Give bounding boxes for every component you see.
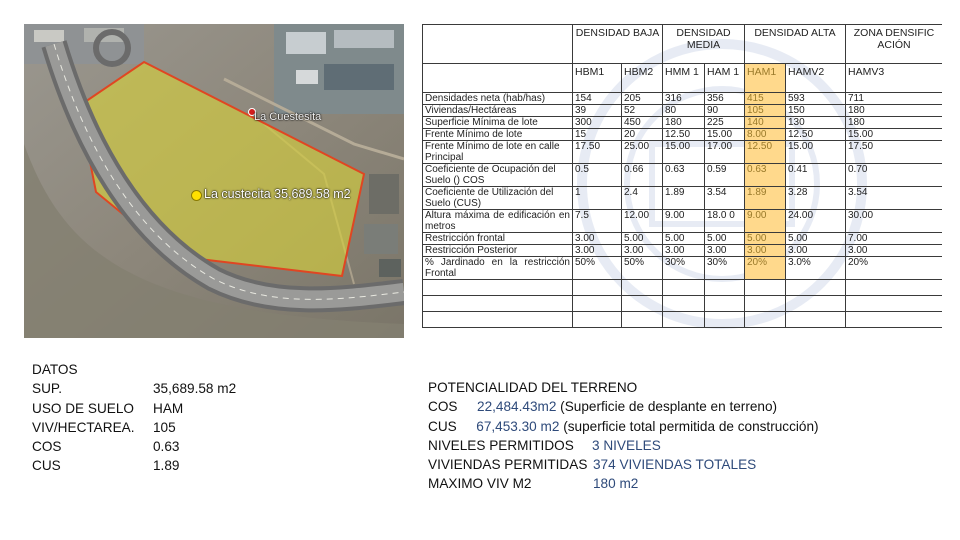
row-label-cell: Densidades neta (hab/has) <box>423 93 573 105</box>
potencial-cos-value: 22,484.43m2 <box>477 399 557 414</box>
group-header-cell: ZONA DENSIFIC ACIÓN <box>846 25 943 64</box>
potencial-title: POTENCIALIDAD DEL TERRENO <box>428 380 638 395</box>
table-cell: 5.00 <box>622 233 663 245</box>
empty-cell <box>663 296 705 312</box>
table-cell: 180 <box>846 117 943 129</box>
table-cell: 3.00 <box>846 245 943 257</box>
table-row <box>423 210 943 233</box>
table-cell: 205 <box>622 93 663 105</box>
datos-value: 0.63 <box>153 439 180 454</box>
table-cell: 3.00 <box>663 245 705 257</box>
empty-cell <box>622 296 663 312</box>
table-cell: 25.00 <box>622 141 663 164</box>
datos-value: HAM <box>153 401 184 416</box>
column-header-row <box>423 64 943 93</box>
table-cell: 20% <box>745 257 786 280</box>
empty-cell <box>622 280 663 296</box>
table-cell: 20% <box>846 257 943 280</box>
table-cell: 7.5 <box>573 210 622 233</box>
table-cell: 3.00 <box>705 245 745 257</box>
potencial-maximo-label: MAXIMO VIV M2 <box>428 476 532 491</box>
table-row <box>423 141 943 164</box>
table-cell: 9.00 <box>745 210 786 233</box>
table-cell: 5.00 <box>745 233 786 245</box>
table-cell: 5.00 <box>705 233 745 245</box>
density-table-panel <box>422 24 942 340</box>
potencial-niveles-label: NIVELES PERMITIDOS <box>428 438 574 453</box>
table-cell: 415 <box>745 93 786 105</box>
table-cell: 105 <box>745 105 786 117</box>
column-header-cell: HBM2 <box>622 64 663 93</box>
row-label-cell: % Jardinado en la restricción Frontal <box>423 257 573 280</box>
datos-label: USO DE SUELO <box>32 401 134 416</box>
table-cell: 17.00 <box>705 141 745 164</box>
table-cell: 300 <box>573 117 622 129</box>
table-cell: 0.41 <box>786 164 846 187</box>
table-cell: 1 <box>573 187 622 210</box>
datos-value: 35,689.58 m2 <box>153 381 237 396</box>
table-cell: 12.00 <box>622 210 663 233</box>
table-cell: 3.28 <box>786 187 846 210</box>
table-cell: 90 <box>705 105 745 117</box>
map-area-label: La custecita 35,689.58 m2 <box>204 187 351 201</box>
corner-cell <box>423 64 573 93</box>
table-cell: 80 <box>663 105 705 117</box>
empty-cell <box>846 296 943 312</box>
table-cell: 12.50 <box>663 129 705 141</box>
table-cell: 0.5 <box>573 164 622 187</box>
row-label-cell: Viviendas/Hectáreas <box>423 105 573 117</box>
table-cell: 1.89 <box>745 187 786 210</box>
table-cell: 180 <box>663 117 705 129</box>
potencial-cos-line <box>428 399 777 414</box>
table-cell: 0.63 <box>745 164 786 187</box>
satellite-map <box>24 24 404 338</box>
table-cell: 52 <box>622 105 663 117</box>
empty-table-row <box>423 280 943 296</box>
table-cell: 15 <box>573 129 622 141</box>
table-cell: 5.00 <box>786 233 846 245</box>
datos-label: SUP. <box>32 381 62 396</box>
table-row <box>423 129 943 141</box>
empty-table-row <box>423 312 943 328</box>
empty-cell <box>663 312 705 328</box>
potencial-viviendas-label: VIVIENDAS PERMITIDAS <box>428 457 588 472</box>
table-cell: 7.00 <box>846 233 943 245</box>
table-cell: 3.00 <box>573 233 622 245</box>
row-label-cell: Restricción frontal <box>423 233 573 245</box>
table-row <box>423 257 943 280</box>
empty-cell <box>846 280 943 296</box>
table-cell: 180 <box>846 105 943 117</box>
table-cell: 15.00 <box>786 141 846 164</box>
table-cell: 225 <box>705 117 745 129</box>
row-label-cell: Frente Mínimo de lote en calle Principal <box>423 141 573 164</box>
empty-cell <box>423 280 573 296</box>
datos-value: 105 <box>153 420 176 435</box>
table-cell: 450 <box>622 117 663 129</box>
empty-cell <box>786 296 846 312</box>
potencial-maximo-value: 180 m2 <box>593 476 639 491</box>
column-header-cell: HAM 1 <box>705 64 745 93</box>
table-row <box>423 117 943 129</box>
table-cell: 356 <box>705 93 745 105</box>
potencial-cus-label: CUS <box>428 419 457 434</box>
empty-cell <box>573 280 622 296</box>
potencial-cus-note: (superficie total permitida de construcción) <box>563 419 819 434</box>
table-row <box>423 164 943 187</box>
column-header-cell: HAMV2 <box>786 64 846 93</box>
column-header-cell: HMM 1 <box>663 64 705 93</box>
corner-cell <box>423 25 573 64</box>
table-cell: 30% <box>663 257 705 280</box>
table-cell: 5.00 <box>663 233 705 245</box>
empty-cell <box>745 312 786 328</box>
table-cell: 39 <box>573 105 622 117</box>
empty-cell <box>705 280 745 296</box>
empty-cell <box>846 312 943 328</box>
potencial-cus-line <box>428 419 819 434</box>
table-cell: 3.00 <box>622 245 663 257</box>
potencial-viviendas-value: 374 VIVIENDAS TOTALES <box>593 457 757 472</box>
group-header-cell: DENSIDAD MEDIA <box>663 25 745 64</box>
table-cell: 1.89 <box>663 187 705 210</box>
empty-cell <box>705 296 745 312</box>
table-row <box>423 93 943 105</box>
table-cell: 17.50 <box>846 141 943 164</box>
table-cell: 0.70 <box>846 164 943 187</box>
table-cell: 3.0% <box>786 257 846 280</box>
table-cell: 0.59 <box>705 164 745 187</box>
table-cell: 140 <box>745 117 786 129</box>
table-cell: 316 <box>663 93 705 105</box>
table-cell: 3.54 <box>846 187 943 210</box>
table-row <box>423 105 943 117</box>
table-cell: 2.4 <box>622 187 663 210</box>
empty-cell <box>705 312 745 328</box>
empty-cell <box>423 312 573 328</box>
row-label-cell: Restricción Posterior <box>423 245 573 257</box>
table-cell: 12.50 <box>786 129 846 141</box>
empty-cell <box>745 296 786 312</box>
table-cell: 154 <box>573 93 622 105</box>
datos-title: DATOS <box>32 362 78 377</box>
empty-table-row <box>423 296 943 312</box>
row-label-cell: Frente Mínimo de lote <box>423 129 573 141</box>
empty-cell <box>786 280 846 296</box>
potencial-niveles-value: 3 NIVELES <box>592 438 661 453</box>
map-place-label: La Cuestesita <box>254 111 322 123</box>
datos-value: 1.89 <box>153 458 180 473</box>
density-table <box>422 24 942 328</box>
empty-cell <box>663 280 705 296</box>
table-cell: 18.0 0 <box>705 210 745 233</box>
potencial-cus-value: 67,453.30 m2 <box>476 419 560 434</box>
table-row <box>423 233 943 245</box>
datos-label: COS <box>32 439 62 454</box>
group-header-cell: DENSIDAD ALTA <box>745 25 846 64</box>
table-cell: 130 <box>786 117 846 129</box>
table-cell: 15.00 <box>705 129 745 141</box>
table-row <box>423 245 943 257</box>
table-cell: 24.00 <box>786 210 846 233</box>
table-cell: 0.63 <box>663 164 705 187</box>
empty-cell <box>573 296 622 312</box>
table-cell: 3.00 <box>573 245 622 257</box>
row-label-cell: Coeficiente de Ocupación del Suelo () COS <box>423 164 573 187</box>
empty-cell <box>573 312 622 328</box>
table-cell: 20 <box>622 129 663 141</box>
table-cell: 17.50 <box>573 141 622 164</box>
group-header-row <box>423 25 943 64</box>
table-cell: 0.66 <box>622 164 663 187</box>
potencial-cos-note: (Superficie de desplante en terreno) <box>560 399 778 414</box>
table-cell: 593 <box>786 93 846 105</box>
table-cell: 12.50 <box>745 141 786 164</box>
column-header-cell: HBM1 <box>573 64 622 93</box>
table-cell: 9.00 <box>663 210 705 233</box>
table-cell: 15.00 <box>846 129 943 141</box>
table-cell: 15.00 <box>663 141 705 164</box>
table-cell: 30.00 <box>846 210 943 233</box>
row-label-cell: Superficie Mínima de lote <box>423 117 573 129</box>
table-cell: 50% <box>573 257 622 280</box>
table-cell: 150 <box>786 105 846 117</box>
empty-cell <box>622 312 663 328</box>
group-header-cell: DENSIDAD BAJA <box>573 25 663 64</box>
datos-label: CUS <box>32 458 61 473</box>
row-label-cell: Altura máxima de edificación en metros <box>423 210 573 233</box>
empty-cell <box>786 312 846 328</box>
row-label-cell: Coeficiente de Utilización del Suelo (CUS) <box>423 187 573 210</box>
column-header-cell: HAMV3 <box>846 64 943 93</box>
potencial-cos-label: COS <box>428 399 458 414</box>
datos-label: VIV/HECTAREA. <box>32 420 135 435</box>
table-cell: 3.54 <box>705 187 745 210</box>
table-row <box>423 187 943 210</box>
column-header-cell: HAM1 <box>745 64 786 93</box>
area-pin-icon <box>191 190 202 201</box>
empty-cell <box>745 280 786 296</box>
table-cell: 30% <box>705 257 745 280</box>
table-cell: 8.00 <box>745 129 786 141</box>
table-cell: 711 <box>846 93 943 105</box>
empty-cell <box>423 296 573 312</box>
table-cell: 50% <box>622 257 663 280</box>
table-cell: 3.00 <box>786 245 846 257</box>
map-terrain <box>24 24 404 338</box>
table-cell: 3.00 <box>745 245 786 257</box>
